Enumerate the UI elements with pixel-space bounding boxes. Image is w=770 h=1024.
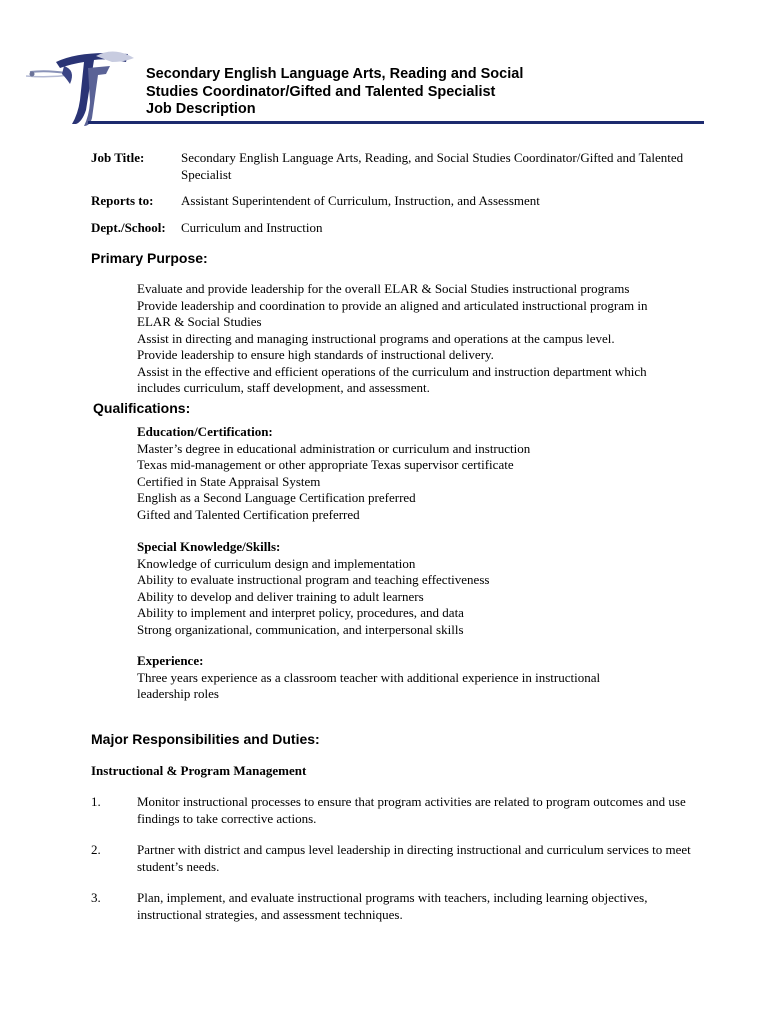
- duty-number: 3.: [91, 890, 101, 905]
- dept-value: Curriculum and Instruction: [181, 220, 323, 235]
- experience-section: [137, 653, 707, 703]
- experience-line: leadership roles: [137, 686, 219, 701]
- skills-item: Ability to develop and deliver training to adult learners: [137, 588, 424, 604]
- skills-section: [137, 539, 707, 638]
- document-title: [146, 66, 706, 119]
- purpose-line: Provide leadership to ensure high standards of instructional delivery.: [137, 347, 494, 362]
- reports-to-value: Assistant Superintendent of Curriculum, Instruction, and Assessment: [181, 193, 540, 208]
- duty-text: Partner with district and campus level leadership in directing instructional and curriculum services to meet student’s needs.: [137, 842, 691, 874]
- purpose-line: Provide leadership and coordination to provide an aligned and articulated instructional program in: [137, 297, 648, 313]
- skills-heading: Special Knowledge/Skills:: [137, 539, 281, 554]
- reports-to-field: [91, 193, 703, 211]
- purpose-line: includes curriculum, staff development, and assessment.: [137, 380, 430, 395]
- experience-heading: Experience:: [137, 653, 204, 668]
- header-divider: [88, 121, 704, 124]
- purpose-line: Assist in the effective and efficient operations of the curriculum and instruction department which: [137, 363, 647, 379]
- duty-text: Monitor instructional processes to ensure that program activities are related to program outcomes and use findings to take corrective actions.: [137, 794, 686, 826]
- education-item: Certified in State Appraisal System: [137, 473, 321, 489]
- title-line-2: Studies Coordinator/Gifted and Talented Specialist: [146, 83, 496, 100]
- duty-number: 2.: [91, 842, 101, 857]
- job-title-value: Secondary English Language Arts, Reading, and Social Studies Coordinator/Gifted and Talented Specialist: [181, 150, 684, 182]
- education-item: Texas mid-management or other appropriate Texas supervisor certificate: [137, 457, 514, 472]
- education-item: Master’s degree in educational administration or curriculum and instruction: [137, 440, 531, 456]
- duty-number: 1.: [91, 794, 101, 809]
- skills-item: Ability to implement and interpret policy, procedures, and data: [137, 605, 464, 620]
- dept-field: [91, 220, 703, 238]
- skills-item: Knowledge of curriculum design and implementation: [137, 555, 416, 571]
- experience-line: Three years experience as a classroom teacher with additional experience in instructional: [137, 669, 601, 685]
- purpose-line: ELAR & Social Studies: [137, 314, 262, 329]
- reports-to-label: Reports to:: [91, 193, 154, 208]
- purpose-line: Evaluate and provide leadership for the overall ELAR & Social Studies instructional programs: [137, 281, 630, 296]
- education-section: [137, 424, 707, 523]
- qualifications-heading: Qualifications:: [93, 400, 191, 416]
- education-item: Gifted and Talented Certification preferred: [137, 506, 360, 522]
- responsibilities-heading: Major Responsibilities and Duties:: [91, 731, 320, 747]
- district-logo: [26, 40, 138, 128]
- job-title-field: [91, 150, 703, 184]
- title-line-3: Job Description: [146, 101, 256, 117]
- purpose-line: Assist in directing and managing instructional programs and operations at the campus level.: [137, 330, 615, 346]
- dept-label: Dept./School:: [91, 220, 166, 235]
- job-title-label: Job Title:: [91, 150, 145, 165]
- primary-purpose-heading: Primary Purpose:: [91, 250, 208, 266]
- education-heading: Education/Certification:: [137, 424, 273, 439]
- responsibilities-subheading: Instructional & Program Management: [91, 763, 307, 778]
- skills-item: Strong organizational, communication, and interpersonal skills: [137, 621, 464, 637]
- skills-item: Ability to evaluate instructional program and teaching effectiveness: [137, 572, 490, 587]
- duty-text: Plan, implement, and evaluate instructional programs with teachers, including learning objectives, instructional strategies, and assessment techniques.: [137, 890, 648, 922]
- education-item: English as a Second Language Certification preferred: [137, 490, 416, 505]
- primary-purpose-list: [137, 281, 707, 397]
- title-line-1: Secondary English Language Arts, Reading and Social: [146, 66, 524, 82]
